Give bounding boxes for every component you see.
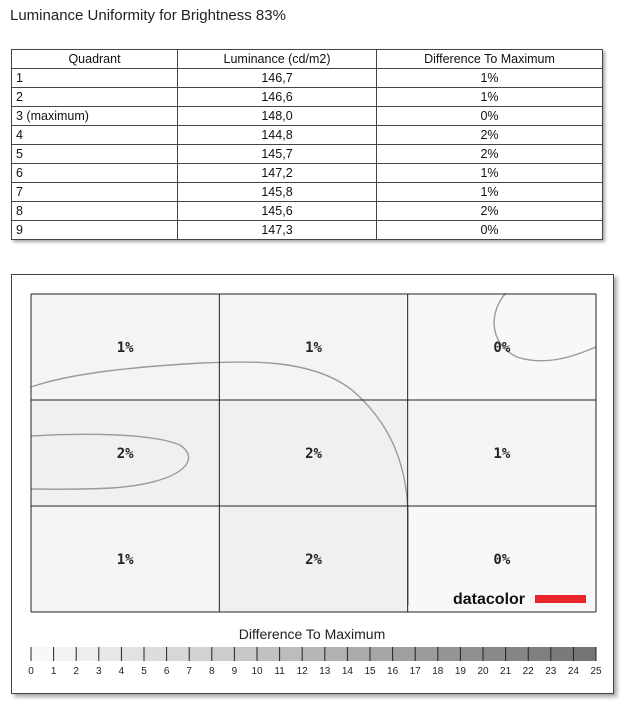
table-row — [12, 164, 603, 183]
cell-difference: 1% — [377, 69, 603, 88]
uniformity-chart-panel — [11, 274, 614, 694]
logo-accent-bar — [535, 595, 586, 603]
legend-tick-label: 10 — [251, 666, 263, 677]
legend-tick-label: 16 — [387, 666, 399, 677]
legend-swatch — [302, 647, 325, 661]
cell-quadrant: 5 — [12, 145, 178, 164]
cell-difference: 0% — [377, 221, 603, 240]
table-row — [12, 126, 603, 145]
heatmap-cell-label: 1% — [116, 552, 134, 568]
legend-swatch — [54, 647, 77, 661]
cell-difference: 1% — [377, 88, 603, 107]
legend-tick-label: 19 — [454, 666, 466, 677]
cell-luminance: 145,6 — [178, 202, 377, 221]
legend-tick-label: 15 — [364, 666, 376, 677]
heatmap-cell-label: 1% — [116, 340, 134, 356]
cell-difference: 1% — [377, 164, 603, 183]
logo-text: datacolor — [453, 591, 526, 608]
heatmap-cell-label: 2% — [116, 446, 134, 462]
cell-difference: 2% — [377, 202, 603, 221]
legend-swatch — [438, 647, 461, 661]
legend-tick-label: 20 — [477, 666, 489, 677]
cell-difference: 1% — [377, 183, 603, 202]
legend-swatch — [121, 647, 144, 661]
cell-quadrant: 4 — [12, 126, 178, 145]
legend-tick-label: 11 — [274, 666, 285, 677]
heatmap-cell-label: 1% — [305, 340, 322, 356]
heatmap-cell-label: 1% — [493, 446, 511, 462]
legend-tick-label: 25 — [590, 666, 602, 677]
legend-swatch — [528, 647, 551, 661]
cell-luminance: 146,6 — [178, 88, 377, 107]
legend-swatch — [415, 647, 438, 661]
legend-tick-label: 7 — [186, 666, 192, 677]
cell-difference: 2% — [377, 145, 603, 164]
table-row — [12, 88, 603, 107]
heatmap-cell-label: 2% — [305, 552, 322, 568]
cell-quadrant: 6 — [12, 164, 178, 183]
cell-luminance: 144,8 — [178, 126, 377, 145]
legend-swatch — [257, 647, 280, 661]
legend-swatch — [280, 647, 303, 661]
table-header-row — [12, 50, 603, 69]
cell-difference: 2% — [377, 126, 603, 145]
legend-tick-label: 22 — [522, 666, 534, 677]
legend-tick-label: 23 — [545, 666, 557, 677]
legend-swatch — [347, 647, 370, 661]
cell-quadrant: 3 (maximum) — [12, 107, 178, 126]
heatmap-cell-label: 0% — [493, 340, 511, 356]
cell-luminance: 145,8 — [178, 183, 377, 202]
legend-tick-label: 13 — [319, 666, 331, 677]
legend-swatch — [325, 647, 348, 661]
cell-luminance: 147,2 — [178, 164, 377, 183]
legend-tick-label: 18 — [432, 666, 444, 677]
table-row — [12, 145, 603, 164]
legend-swatch — [144, 647, 167, 661]
page-title: Luminance Uniformity for Brightness 83% — [10, 7, 286, 24]
legend-tick-label: 6 — [163, 666, 170, 677]
legend-swatch — [76, 647, 99, 661]
legend-tick-label: 17 — [409, 666, 421, 677]
table-row — [12, 202, 603, 221]
cell-quadrant: 9 — [12, 221, 178, 240]
table-row — [12, 69, 603, 88]
legend-swatch — [506, 647, 529, 661]
cell-quadrant: 1 — [12, 69, 178, 88]
legend-tick-label: 8 — [209, 666, 215, 677]
legend-tick-label: 24 — [567, 666, 579, 677]
cell-luminance: 146,7 — [178, 69, 377, 88]
cell-difference: 0% — [377, 107, 603, 126]
legend-swatch — [483, 647, 506, 661]
legend-swatch — [31, 647, 54, 661]
legend-tick-label: 2 — [73, 666, 79, 677]
column-header-luminance: Luminance (cd/m2) — [178, 50, 377, 69]
legend-swatch — [234, 647, 257, 661]
table-row — [12, 221, 603, 240]
legend-swatch — [393, 647, 416, 661]
legend-tick-label: 21 — [500, 666, 512, 677]
legend-scale — [28, 647, 602, 677]
cell-luminance: 148,0 — [178, 107, 377, 126]
column-header-quadrant: Quadrant — [12, 50, 178, 69]
cell-quadrant: 8 — [12, 202, 178, 221]
legend-tick-label: 5 — [141, 666, 147, 677]
legend-title: Difference To Maximum — [238, 626, 386, 642]
legend-tick-label: 4 — [118, 666, 125, 677]
legend-swatch — [551, 647, 574, 661]
legend-tick-label: 14 — [341, 666, 353, 677]
column-header-difference: Difference To Maximum — [377, 50, 603, 69]
legend-swatch — [573, 647, 596, 661]
cell-luminance: 147,3 — [178, 221, 377, 240]
legend-swatch — [212, 647, 235, 661]
legend-tick-label: 3 — [96, 666, 102, 677]
legend-tick-label: 9 — [231, 666, 238, 677]
cell-quadrant: 2 — [12, 88, 178, 107]
cell-quadrant: 7 — [12, 183, 178, 202]
heatmap-cell-label: 0% — [493, 552, 511, 568]
uniformity-chart — [12, 275, 613, 693]
luminance-table — [11, 49, 603, 240]
legend-swatch — [370, 647, 393, 661]
table-row — [12, 183, 603, 202]
legend-tick-label: 1 — [50, 666, 57, 677]
legend-swatch — [189, 647, 212, 661]
table-row — [12, 107, 603, 126]
legend-swatch — [99, 647, 122, 661]
cell-luminance: 145,7 — [178, 145, 377, 164]
legend-swatch — [460, 647, 483, 661]
legend-tick-label: 0 — [28, 666, 34, 677]
legend-swatch — [167, 647, 190, 661]
heatmap-cell-label: 2% — [305, 446, 322, 462]
legend-tick-label: 12 — [296, 666, 308, 677]
